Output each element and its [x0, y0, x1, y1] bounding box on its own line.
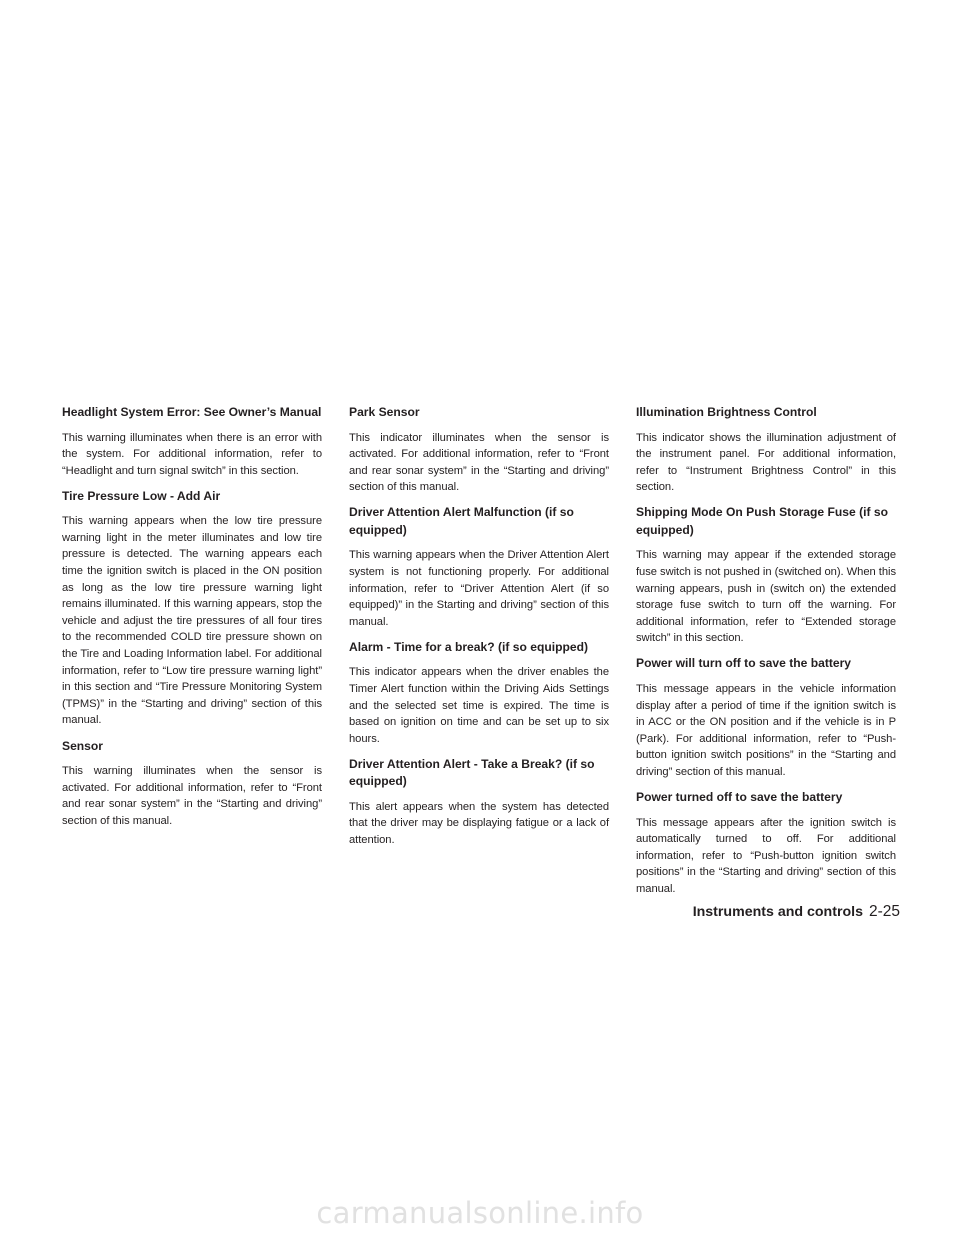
section-body: This warning illuminates when there is an error with the system. For additional information, refer to “Headlight and turn signal switch” in this section.	[62, 431, 322, 477]
section-park-sensor	[349, 404, 609, 496]
page-number: 2-25	[868, 903, 900, 920]
section-heading: Power will turn off to save the battery	[636, 656, 852, 671]
section-body: This alert appears when the system has detected that the driver may be displaying fatigue or a lack of attention.	[349, 800, 609, 846]
section-heading: Tire Pressure Low - Add Air	[62, 488, 221, 503]
section-alarm-break	[349, 639, 609, 747]
section-heading: Driver Attention Alert - Take a Break? (if so equipped)	[349, 756, 595, 789]
section-heading: Illumination Brightness Control	[636, 405, 817, 419]
section-heading: Headlight System Error: See Owner’s Manual	[62, 405, 322, 419]
footer-section-title: Instruments and controls	[692, 904, 863, 920]
section-heading: Driver Attention Alert Malfunction (if so equipped)	[349, 505, 574, 537]
section-body: This indicator illuminates when the sensor is activated. For additional information, refer to “Front and rear sonar system” in the “Starting and driving” section of this manual.	[349, 431, 609, 494]
section-heading: Park Sensor	[349, 405, 420, 419]
section-heading: Sensor	[62, 738, 103, 753]
section-body: This message appears after the ignition switch is automatically turned to off. For additional information, refer to “Push-button ignition switch positions” in the “Starting and driving” section of this manual.	[636, 816, 896, 895]
text-column-right	[636, 404, 896, 906]
section-body: This warning appears when the low tire pressure warning light in the meter illuminates and low tire pressure is detected. The warning appears each time the ignition switch is placed in the ON position as long as the low tire pressure warning light remains illuminated. If this warning appears, stop the vehicle and adjust the tire pressures of all four tires to the recommended COLD tire pressure shown on the Tire and Loading Information label. For additional information, refer to “Low tire pressure warning light” in this section and “Tire Pressure Monitoring System (TPMS)” in the “Starting and driving” section of this manual.	[62, 515, 322, 727]
section-heading: Alarm - Time for a break? (if so equipped)	[349, 639, 589, 654]
section-illumination-brightness	[636, 404, 896, 496]
page-footer	[590, 903, 900, 921]
section-power-will-turn-off	[636, 655, 896, 780]
section-body: This warning appears when the Driver Attention Alert system is not functioning properly. For additional information, refer to “Driver Attention Alert (if so equipped)” in the Starting and driving” section of this manual.	[349, 549, 609, 628]
section-shipping-mode	[636, 504, 896, 647]
text-column-middle	[349, 404, 609, 857]
section-body: This indicator shows the illumination adjustment of the instrument panel. For additional information, refer to “Instrument Brightness Control” in this section.	[636, 431, 896, 494]
section-heading: Power turned off to save the battery	[636, 790, 843, 804]
section-tire-pressure-low	[62, 488, 322, 729]
section-body: This indicator appears when the driver enables the Timer Alert function within the Driving Aids Settings and the selected set time is expired. The time is based on ignition on time and can be set up to six hours.	[349, 666, 609, 745]
section-driver-attention-malfunction	[349, 504, 609, 630]
section-driver-attention-break	[349, 756, 609, 849]
section-power-turned-off	[636, 789, 896, 897]
section-sensor	[62, 738, 322, 830]
text-column-left	[62, 404, 322, 838]
section-body: This warning may appear if the extended storage fuse switch is not pushed in (switched on). When this warning appears, push in (switch on) the extended storage fuse switch to turn off the warning. For additional information, refer to “Extended storage switch” in this section.	[636, 549, 896, 645]
section-body: This warning illuminates when the sensor is activated. For additional information, refer to “Front and rear sonar system” in the “Starting and driving” section of this manual.	[62, 765, 322, 827]
section-heading: Shipping Mode On Push Storage Fuse (if so equipped)	[636, 505, 888, 537]
watermark: carmanualsonline.info	[316, 1196, 644, 1230]
section-body: This message appears in the vehicle information display after a period of time if the ignition switch is in ACC or the ON position and if the vehicle is in P (Park). For additional information, refer to “Push-button ignition switch positions” in the “Starting and driving” section of this manual.	[636, 682, 896, 778]
section-headlight-error	[62, 404, 322, 479]
